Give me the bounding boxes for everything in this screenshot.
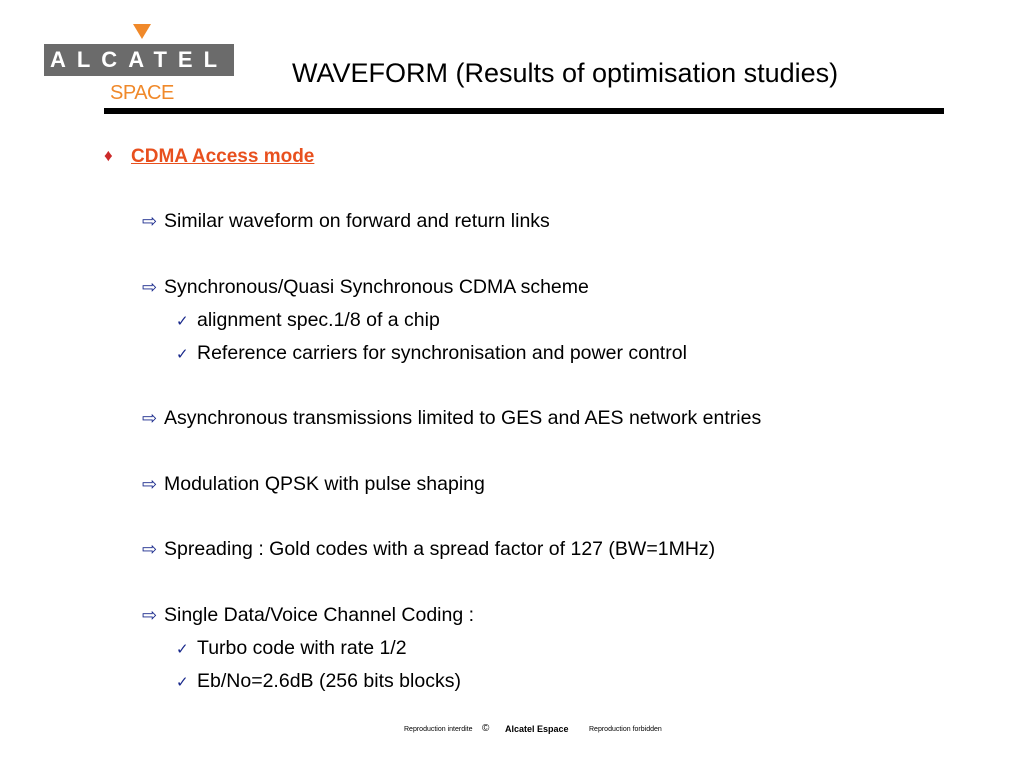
arrow-bullet-icon: ⇨ xyxy=(142,277,158,297)
sub-bullet-item xyxy=(176,637,407,660)
sub-bullet-item xyxy=(176,309,440,332)
check-bullet-icon: ✓ xyxy=(176,346,189,363)
bullet-text: Asynchronous transmissions limited to GES and AES network entries xyxy=(164,407,762,429)
arrow-bullet-icon: ⇨ xyxy=(142,408,158,428)
arrow-bullet-icon: ⇨ xyxy=(142,539,158,559)
arrow-bullet-icon: ⇨ xyxy=(142,211,158,231)
bullet-text: Modulation QPSK with pulse shaping xyxy=(164,473,485,495)
footer-left: Reproduction interdite xyxy=(404,726,473,733)
logo-brand: ALCATEL xyxy=(44,44,234,76)
section-heading: CDMA Access mode xyxy=(131,146,315,167)
sub-bullet-text: Reference carriers for synchronisation and power control xyxy=(197,342,687,364)
slide-title: WAVEFORM (Results of optimisation studies) xyxy=(292,58,839,88)
sub-bullet-text: alignment spec.1/8 of a chip xyxy=(197,309,440,331)
check-bullet-icon: ✓ xyxy=(176,313,189,330)
sub-bullet-item xyxy=(176,342,687,365)
bullet-item xyxy=(142,604,474,627)
bullet-item xyxy=(142,473,485,496)
arrow-bullet-icon: ⇨ xyxy=(142,605,158,625)
check-bullet-icon: ✓ xyxy=(176,641,189,658)
sub-bullet-text: Turbo code with rate 1/2 xyxy=(197,637,407,659)
alcatel-space-logo xyxy=(44,24,234,104)
bullet-item xyxy=(142,276,589,299)
logo-subbrand: SPACE xyxy=(110,82,174,104)
bullet-item xyxy=(142,538,715,561)
check-bullet-icon: ✓ xyxy=(176,674,189,691)
bullet-item xyxy=(142,210,550,233)
bullet-text: Single Data/Voice Channel Coding : xyxy=(164,604,475,626)
arrow-bullet-icon: ⇨ xyxy=(142,474,158,494)
diamond-bullet-icon: ♦ xyxy=(104,146,113,165)
bullet-text: Similar waveform on forward and return links xyxy=(164,210,550,232)
bullet-text: Spreading : Gold codes with a spread factor of 127 (BW=1MHz) xyxy=(164,538,716,560)
sub-bullet-item xyxy=(176,670,461,693)
logo-triangle-icon xyxy=(133,24,151,39)
bullet-text: Synchronous/Quasi Synchronous CDMA scheme xyxy=(164,276,589,298)
sub-bullet-text: Eb/No=2.6dB (256 bits blocks) xyxy=(197,670,461,692)
copyright-symbol: © xyxy=(482,723,490,734)
footer-right: Reproduction forbidden xyxy=(589,726,662,733)
footer-brand: Alcatel Espace xyxy=(505,724,569,734)
bullet-item xyxy=(142,407,761,430)
title-divider xyxy=(104,108,944,114)
